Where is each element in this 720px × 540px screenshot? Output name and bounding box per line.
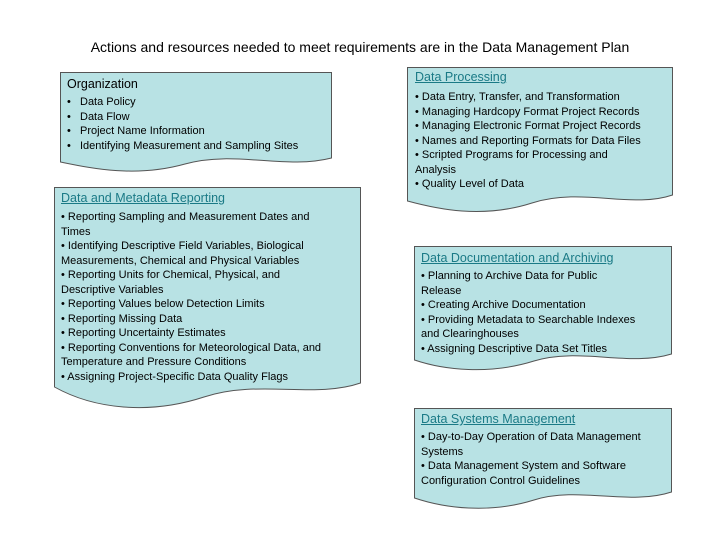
list-item: • Managing Electronic Format Project Records — [415, 120, 641, 132]
list-item: • Scripted Programs for Processing and — [415, 149, 608, 161]
list-item: • Data Policy — [67, 96, 136, 108]
data-reporting-link[interactable]: Data and Metadata Reporting — [61, 191, 225, 205]
data-systems-card — [414, 408, 672, 516]
list-item: • Data Flow — [67, 110, 130, 123]
list-item: Systems — [421, 445, 464, 458]
data-documentation-card — [414, 246, 672, 384]
list-item: • Quality Level of Data — [415, 178, 525, 190]
data-processing-link[interactable]: Data Processing — [415, 70, 507, 84]
list-item: Temperature and Pressure Conditions — [61, 356, 247, 368]
list-item: Times — [61, 225, 91, 238]
data-documentation-link[interactable]: Data Documentation and Archiving — [421, 251, 614, 265]
list-item: • Identifying Descriptive Field Variables, Biological — [61, 240, 304, 252]
list-item: • Names and Reporting Formats for Data Files — [415, 134, 641, 147]
list-item: Descriptive Variables — [61, 283, 164, 296]
list-item: • Identifying Measurement and Sampling Sites — [67, 139, 299, 152]
list-item: • Data Management System and Software — [421, 460, 627, 472]
list-item: Configuration Control Guidelines — [421, 474, 580, 487]
list-item: • Reporting Missing Data — [61, 312, 183, 325]
list-item: • Reporting Units for Chemical, Physical, and — [61, 269, 281, 281]
list-item: • Project Name Information — [67, 125, 205, 137]
data-processing-card — [407, 67, 673, 222]
list-item: • Reporting Sampling and Measurement Dates and — [61, 211, 310, 223]
list-item: • Reporting Values below Detection Limits — [61, 298, 265, 310]
list-item: Measurements, Chemical and Physical Variables — [61, 254, 300, 267]
list-item: and Clearinghouses — [421, 328, 519, 340]
list-item: • Assigning Descriptive Data Set Titles — [421, 342, 608, 355]
list-item: Release — [421, 284, 462, 297]
list-item: • Providing Metadata to Searchable Indexes — [421, 313, 636, 326]
list-item: • Managing Hardcopy Format Project Records — [415, 105, 640, 118]
organization-heading: Organization — [67, 77, 138, 91]
list-item: Analysis — [415, 163, 456, 176]
list-item: • Assigning Project-Specific Data Quality Flags — [61, 370, 289, 383]
list-item: • Reporting Conventions for Meteorological Data, and — [61, 341, 322, 354]
page-title: Actions and resources needed to meet requirements are in the Data Management Plan — [90, 39, 630, 55]
data-systems-link[interactable]: Data Systems Management — [421, 412, 576, 426]
list-item: • Reporting Uncertainty Estimates — [61, 327, 226, 339]
data-reporting-card — [54, 187, 361, 423]
list-item: • Creating Archive Documentation — [421, 299, 586, 311]
organization-card — [60, 72, 332, 180]
list-item: • Planning to Archive Data for Public — [421, 270, 598, 282]
list-item: • Data Entry, Transfer, and Transformation — [415, 91, 620, 103]
list-item: • Day-to-Day Operation of Data Management — [421, 431, 641, 443]
